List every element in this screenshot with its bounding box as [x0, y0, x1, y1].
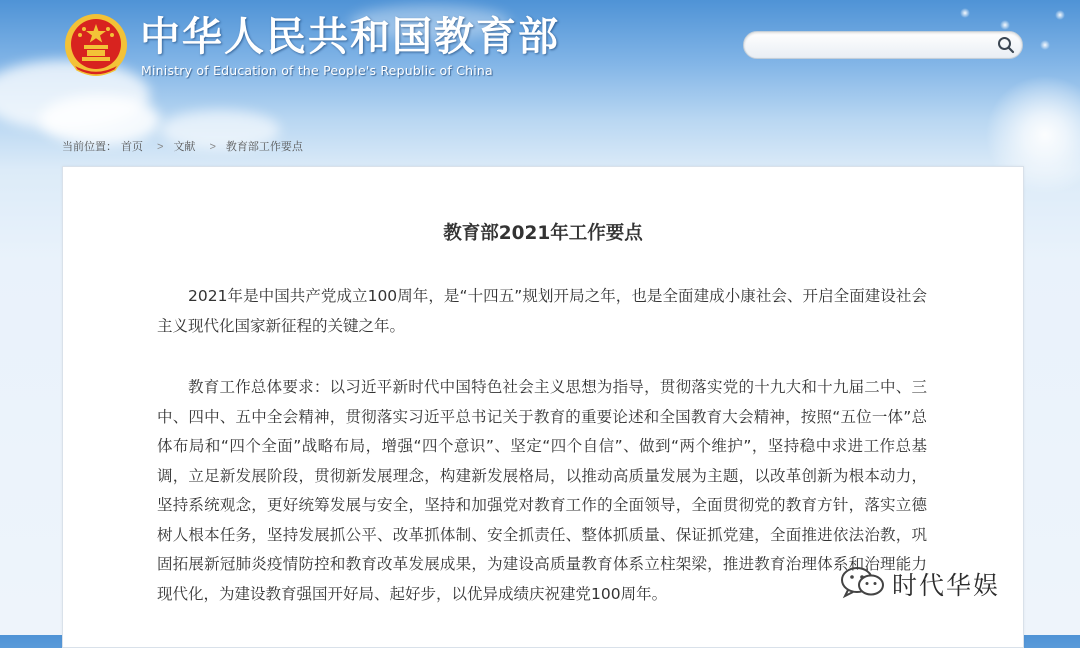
article-paragraph: 教育工作总体要求：以习近平新时代中国特色社会主义思想为指导，贯彻落实党的十九大和十九届二中、三中、四中、五中全会精神，贯彻落实习近平总书记关于教育的重要论述和全国教育大会精神，按照“五位一体”总体布局和“四个全面”战略布局，增强“四个意识”、坚定“四个自信”、做到“两个维护”，坚持稳中求进工作总基调，立足新发展阶段，贯彻新发展理念，构建新发展格局，以推动高质量发展为主题，以改革创新为根本动力，坚持系统观念，更好统筹发展与安全，坚持和加强党对教育工作的全面领导，全面贯彻党的教育方针，落实立德树人根本任务，坚持发展抓公平、改革抓体制、安全抓责任、整体抓质量、保证抓党建，全面推进依法治教，巩固拓展新冠肺炎疫情防控和教育改革发展成果，为建设高质量教育体系立柱架梁，推进教育治理体系和治理能力现代化，为建设教育强国开好局、起好步，以优异成绩庆祝建党100周年。 [157, 378, 927, 603]
breadcrumb-separator-icon: > [157, 141, 164, 153]
dandelion-seed [1040, 40, 1050, 50]
article-paragraph: 2021年是中国共产党成立100周年，是“十四五”规划开局之年，也是全面建成小康社会、开启全面建设社会主义现代化国家新征程的关键之年。 [157, 287, 927, 335]
breadcrumb-separator-icon: > [209, 141, 216, 153]
dandelion-seed [1000, 20, 1010, 30]
site-subtitle: Ministry of Education of the People's Republic of China [141, 63, 493, 78]
watermark [838, 566, 1000, 602]
breadcrumb-documents-link[interactable]: 文献 [173, 141, 196, 153]
dandelion-seed [960, 8, 970, 18]
article-title: 教育部2021年工作要点 [443, 223, 643, 244]
site-title[interactable]: 中华人民共和国教育部 [140, 14, 560, 60]
breadcrumb [62, 138, 307, 154]
breadcrumb-home-link[interactable]: 首页 [121, 141, 143, 153]
search-box [743, 31, 1023, 59]
wechat-icon [838, 565, 886, 603]
search-input[interactable] [756, 36, 990, 56]
dandelion-seed [1055, 10, 1065, 20]
breadcrumb-prefix: 当前位置： [62, 141, 117, 153]
national-emblem-icon [63, 12, 129, 78]
breadcrumb-current-link[interactable]: 教育部工作要点 [225, 141, 303, 153]
search-icon[interactable] [996, 35, 1016, 55]
watermark-text: 时代华娱 [892, 571, 1001, 600]
